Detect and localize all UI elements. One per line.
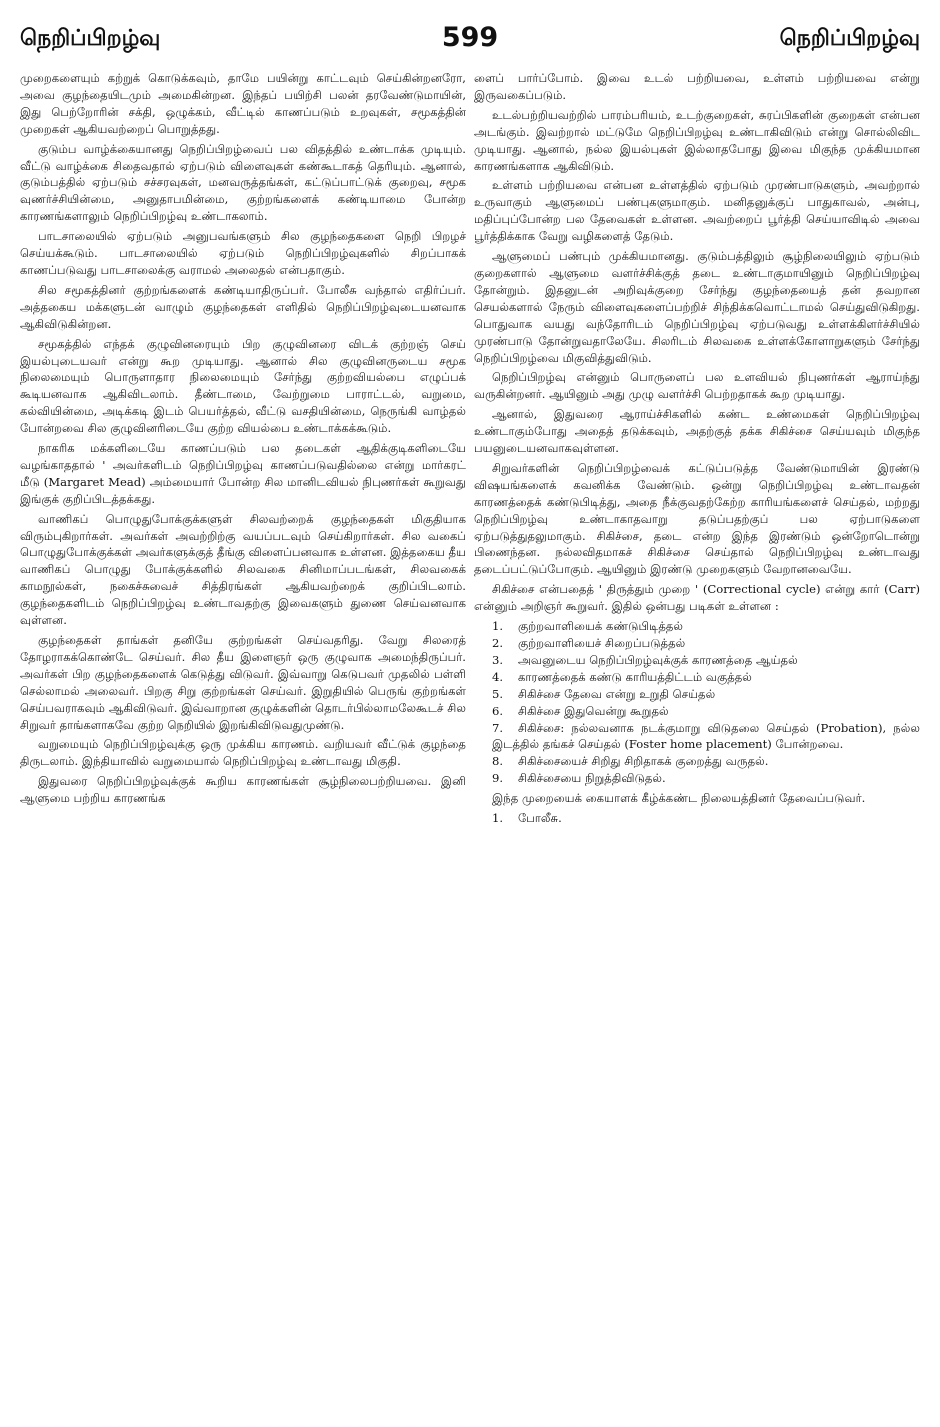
right-column <box>474 70 920 1415</box>
paragraph: உடல்பற்றியவற்றில் பாரம்பரியம், உடற்குறைகள், சுரப்பிகளின் குறைகள் என்பன அடங்கும். இவற்றால் மட்டுமே நெறிப்பிறழ்வு உண்டாகிவிடும் என்று சொல்லிவிட முடியாது. ஆனால், நல்ல இயல்புகள் இல்லாதபோது இவை மிகுந்த முக்கியமான காரணங்களாக ஆகிவிடும். <box>474 107 920 173</box>
list-number: 2. <box>492 636 504 650</box>
paragraph: சிகிச்சை என்பதைத் ' திருத்தும் முறை ' (Correctional cycle) என்று கார் (Carr) என்னும் அறிஞர் கூறுவர். இதில் ஒன்பது படிகள் உள்ளன : <box>474 582 920 614</box>
list-text: குற்றவாளியைக் கண்டுபிடித்தல் <box>518 619 684 634</box>
paragraph: இந்த முறையைக் கையாளக் கீழ்க்கண்ட நிலையத்தினர் தேவைப்படுவர். <box>492 791 866 806</box>
list-number: 1. <box>492 811 504 826</box>
list-text: அவனுடைய நெறிப்பிறழ்வுக்குக் காரணத்தை ஆய்தல் <box>518 652 798 667</box>
paragraph: ஆனால், இதுவரை ஆராய்ச்சிகளில் கண்ட உண்மைகள் நெறிப்பிறழ்வு உண்டாகும்போது அதைத் தடுக்கவும், அதற்குத் தக்க சிகிச்சை செய்யவும் மிகுந்த பயனுடையனவாகவுள்ளன. <box>474 407 920 456</box>
paragraph: முறைகளையும் கற்றுக் கொடுக்கவும், தாமே பயின்று காட்டவும் செய்கின்றனரோ, அவை குழந்தையிடமும் அமைகின்றன. இந்தப் பயிற்சி பலன் தரவேண்டுமாயின், இது பெற்றோரின் சக்தி, ஒழுக்கம், வீட்டில் காணப்படும் உறவுகள், சமூகத்தின் முறைகள் ஆகியவற்றைப் பொறுத்தது. <box>20 71 466 136</box>
page-number: 599 <box>441 22 499 53</box>
paragraph: நெறிப்பிறழ்வு என்னும் பொருளைப் பல உளவியல் நிபுணர்கள் ஆராய்ந்து வருகின்றனர். ஆயினும் அது முழு வளர்ச்சி பெற்றதாகக் கூற முடியாது. <box>474 370 920 402</box>
list-text: குற்றவாளியைச் சிறைப்படுத்தல் <box>518 636 686 650</box>
list-item <box>474 703 920 720</box>
list-text: காரணத்தைக் கண்டு காரியத்திட்டம் வகுத்தல் <box>518 669 752 684</box>
list-item <box>474 669 920 686</box>
paragraph: உள்ளம் பற்றியவை என்பன உள்ளத்தில் ஏற்படும் முரண்பாடுகளும், அவற்றால் உருவாகும் ஆளுமைப் பண்புகளுமாகும். மனிதனுக்குப் பாதுகாவல், அன்பு, மதிப்புப்போன்ற பல தேவைகள் உள்ளன. அவற்றைப் பூர்த்தி செய்யாவிடில் அவை பூர்த்திக்காக வேறு வழிகளைத் தேடும். <box>474 178 920 244</box>
paragraph: சமூகத்தில் எந்தக் குழுவினரையும் பிற குழுவினரை விடக் குற்றஞ் செய் இயல்புடையவர் என்று கூற முடியாது. ஆனால் சில குழுவினருடைய சமூக நிலைமையும் பொருளாதார நிலைமையும் சேர்ந்து குற்றவியல்பை எழுப்பக் கூடியனவாக ஆகிவிடலாம். தீண்டாமை, வேற்றுமை பாராட்டல், வறுமை, கல்வியின்மை, அடிக்கடி இடம் பெயர்த்தல், வீட்டு வசதியின்மை, நெருங்கி வாழ்தல் போன்றவை சில குழுவினரிடையே குற்ற வியல்பை உண்டாக்கக்கூடும். <box>20 336 466 436</box>
correction-steps-list <box>474 618 920 787</box>
paragraph: நாகரிக மக்களிடையே காணப்படும் பல தடைகள் ஆதிக்குடிகளிடையே வழங்காததால் ' அவர்களிடம் நெறிப்பிறழ்வு காணப்படுவதில்லை என்று மார்கரட் மீடு (Margaret Mead) அம்மையார் போன்ற சில மானிடவியல் நிபுணர்கள் கூறுவது இங்குக் குறிப்பிடத்தக்கது. <box>20 441 466 506</box>
list-number: 8. <box>492 754 504 769</box>
list-text: சிகிச்சையைச் சிறிது சிறிதாகக் குறைத்து வருதல். <box>518 754 769 769</box>
list-number: 3. <box>492 652 504 667</box>
list-item <box>474 720 920 754</box>
running-title-right: நெறிப்பிறழ்வு <box>779 26 920 51</box>
list-number: 1. <box>492 619 504 634</box>
list-text: போலீசு. <box>518 811 562 826</box>
list-text: சிகிச்சையை நிறுத்திவிடுதல். <box>518 771 666 786</box>
paragraph: வாணிகப் பொழுதுபோக்குக்களுள் சிலவற்றைக் குழந்தைகள் மிகுதியாக விரும்புகிறார்கள். அவர்கள் அவற்றிற்கு வயப்படவும் செய்கிறார்கள். சில வகைப் பொழுதுபோக்குக்கள் அவர்களுக்குத் தீங்கு விளைப்பனவாக உள்ளன. இத்தகைய தீய வாணிகப் பொழுது போக்குக்களில் சிலவகை சினிமாப்படங்கள், சிலவகைக் காமநூல்கள், நகைச்சுவைச் சித்திரங்கள் ஆகியவற்றைக் குறிப்பிடலாம். குழந்தைகளிடம் நெறிப்பிறழ்வு உண்டாவதற்கு இவைகளும் துணை செய்வனவாக வுள்ளன. <box>20 511 466 628</box>
paragraph: ளைப் பார்ப்போம். இவை உடல் பற்றியவை, உள்ளம் பற்றியவை என்று இருவகைப்படும். <box>474 71 920 102</box>
page-header <box>20 20 920 62</box>
list-item <box>474 686 920 703</box>
list-number: 9. <box>492 771 504 786</box>
paragraph: பாடசாலையில் ஏற்படும் அனுபவங்களும் சில குழந்தைகளை நெறி பிறழச் செய்யக்கூடும். பாடசாலையில் ஏற்படும் நெறிப்பிறழ்வுகளில் சிறப்பாகக் காணப்படுவது பாடசாலைக்கு வராமல் அலைதல் என்பதாகும். <box>20 229 466 277</box>
list-number: 4. <box>492 669 504 684</box>
list-number: 6. <box>492 703 504 718</box>
list-number: 5. <box>492 686 504 701</box>
paragraph: சிறுவர்களின் நெறிப்பிறழ்வைக் கட்டுப்படுத்த வேண்டுமாயின் இரண்டு விஷயங்களைக் கவனிக்க வேண்டும். ஒன்று நெறிப்பிறழ்வு உண்டாவதன் காரணத்தைக் கண்டுபிடித்து, அதை நீக்குவதற்கேற்ற காரியங்களைச் செய்தல், மற்றது நெறிப்பிறழ்வு உண்டாகாதவாறு தடுப்பதற்குப் பல ஏற்பாடுகளை ஏற்படுத்துதலுமாகும். சிகிச்சை, தடை என்ற இந்த இரண்டும் ஒன்றோடொன்று பிணைந்தன. நல்லவிதமாகச் சிகிச்சை செய்தால் நெறிப்பிறழ்வு உண்டாவது தடைப்பட்டுப்போகும். ஆயினும் இரண்டு முறைகளும் வேறானவையே. <box>474 460 920 577</box>
list-item <box>474 753 920 770</box>
paragraph: குழந்தைகள் தாங்கள் தனியே குற்றங்கள் செய்வதரிது. வேறு சிலரைத் தோழராகக்கொண்டே செய்வர். சில தீய இளைஞர் ஒரு குழுவாக அமைந்திருப்பர். அவர்கள் பிற குழந்தைகளைக் கெடுத்து விடுவர். இவ்வாறு கெடுபவர் முதலில் பள்ளி செல்லாமல் அலைவர். பிறகு சிறு குற்றங்கள் செய்வர். இறுதியில் பெருங் குற்றங்கள் செய்பவராகவும் ஆகிவிடுவர். இவ்வாறான குழுக்களின் தொடர்பில்லாமலேகூடச் சில சிறுவர் தாங்களாகவே குற்ற நெறியில் இறங்கிவிடுவதுமுண்டு. <box>20 633 466 732</box>
running-title-left: நெறிப்பிறழ்வு <box>20 26 161 51</box>
list-item <box>474 618 920 635</box>
paragraph: குடும்ப வாழ்க்கையானது நெறிப்பிறழ்வைப் பல விதத்தில் உண்டாக்க முடியும். வீட்டு வாழ்க்கை சிதைவதால் ஏற்படும் விளைவுகள் கண்கூடாகத் தெரியும். ஆனால், குடும்பத்தில் ஏற்படும் சச்சரவுகள், மனவருத்தங்கள், கட்டுப்பாட்டுக் குறைவு, சமூக வுணர்ச்சியின்மை, அனுதாபமின்மை, குற்றங்களைக் கண்டியாமை போன்ற காரணங்களாலும் நெறிப்பிறழ்வு உண்டாகலாம். <box>20 141 466 224</box>
paragraph: இதுவரை நெறிப்பிறழ்வுக்குக் கூறிய காரணங்கள் சூழ்நிலைபற்றியவை. இனி ஆளுமை பற்றிய காரணங்க <box>20 774 466 806</box>
agencies-list <box>474 810 920 827</box>
list-item <box>474 635 920 652</box>
list-item <box>474 770 920 787</box>
list-item <box>474 810 920 827</box>
left-column <box>20 70 466 1415</box>
list-text: சிகிச்சை தேவை என்று உறுதி செய்தல் <box>518 686 716 701</box>
paragraph: ஆளுமைப் பண்பும் முக்கியமானது. குடும்பத்திலும் சூழ்நிலையிலும் ஏற்படும் குறைகளால் ஆளுமை வளர்ச்சிக்குத் தடை உண்டாகுமாயினும் நெறிப்பிறழ்வு தோன்றும். இதனுடன் அறிவுக்குறை சேர்ந்து குழந்தையைத் தன் தவறான செயல்களால் நேரும் விளைவுகளைப்பற்றிச் சிந்திக்கவொட்டாமல் செய்துவிடுகிறது. பொதுவாக வயது வந்தோரிடம் நெறிப்பிறழ்வு ஏற்படுவது உள்ளக்கிளர்ச்சியில் முரண்பாடு தோன்றுவதாலேயே. சிலரிடம் சிலவகை உள்ளக்கோளாறுகளும் சேர்ந்து நெறிப்பிறழ்வை மிகுவித்துவிடும். <box>474 249 920 365</box>
list-text: சிகிச்சை இதுவென்று கூறுதல் <box>518 703 669 718</box>
paragraph: வறுமையும் நெறிப்பிறழ்வுக்கு ஒரு முக்கிய காரணம். வறியவர் வீட்டுக் குழந்தை திருடலாம். இந்தியாவில் வறுமையால் நெறிப்பிறழ்வு உண்டாவது மிகுதி. <box>20 737 466 769</box>
list-text: சிகிச்சை: நல்லவனாக நடக்குமாறு விடுதலை செய்தல் (Probation), நல்ல இடத்தில் தங்கச் செய்தல் (Foster home placement) போன்றவை. <box>492 720 920 752</box>
paragraph: சில சமூகத்தினர் குற்றங்களைக் கண்டியாதிருப்பர். போலீசு வந்தால் எதிர்ப்பர். அத்தகைய மக்களுடன் வாழும் குழந்தைகள் எளிதில் நெறிப்பிறழ்வுடையனவாக ஆகிவிடுகின்றன. <box>20 282 466 331</box>
list-number: 7. <box>492 720 504 735</box>
list-item <box>474 652 920 669</box>
